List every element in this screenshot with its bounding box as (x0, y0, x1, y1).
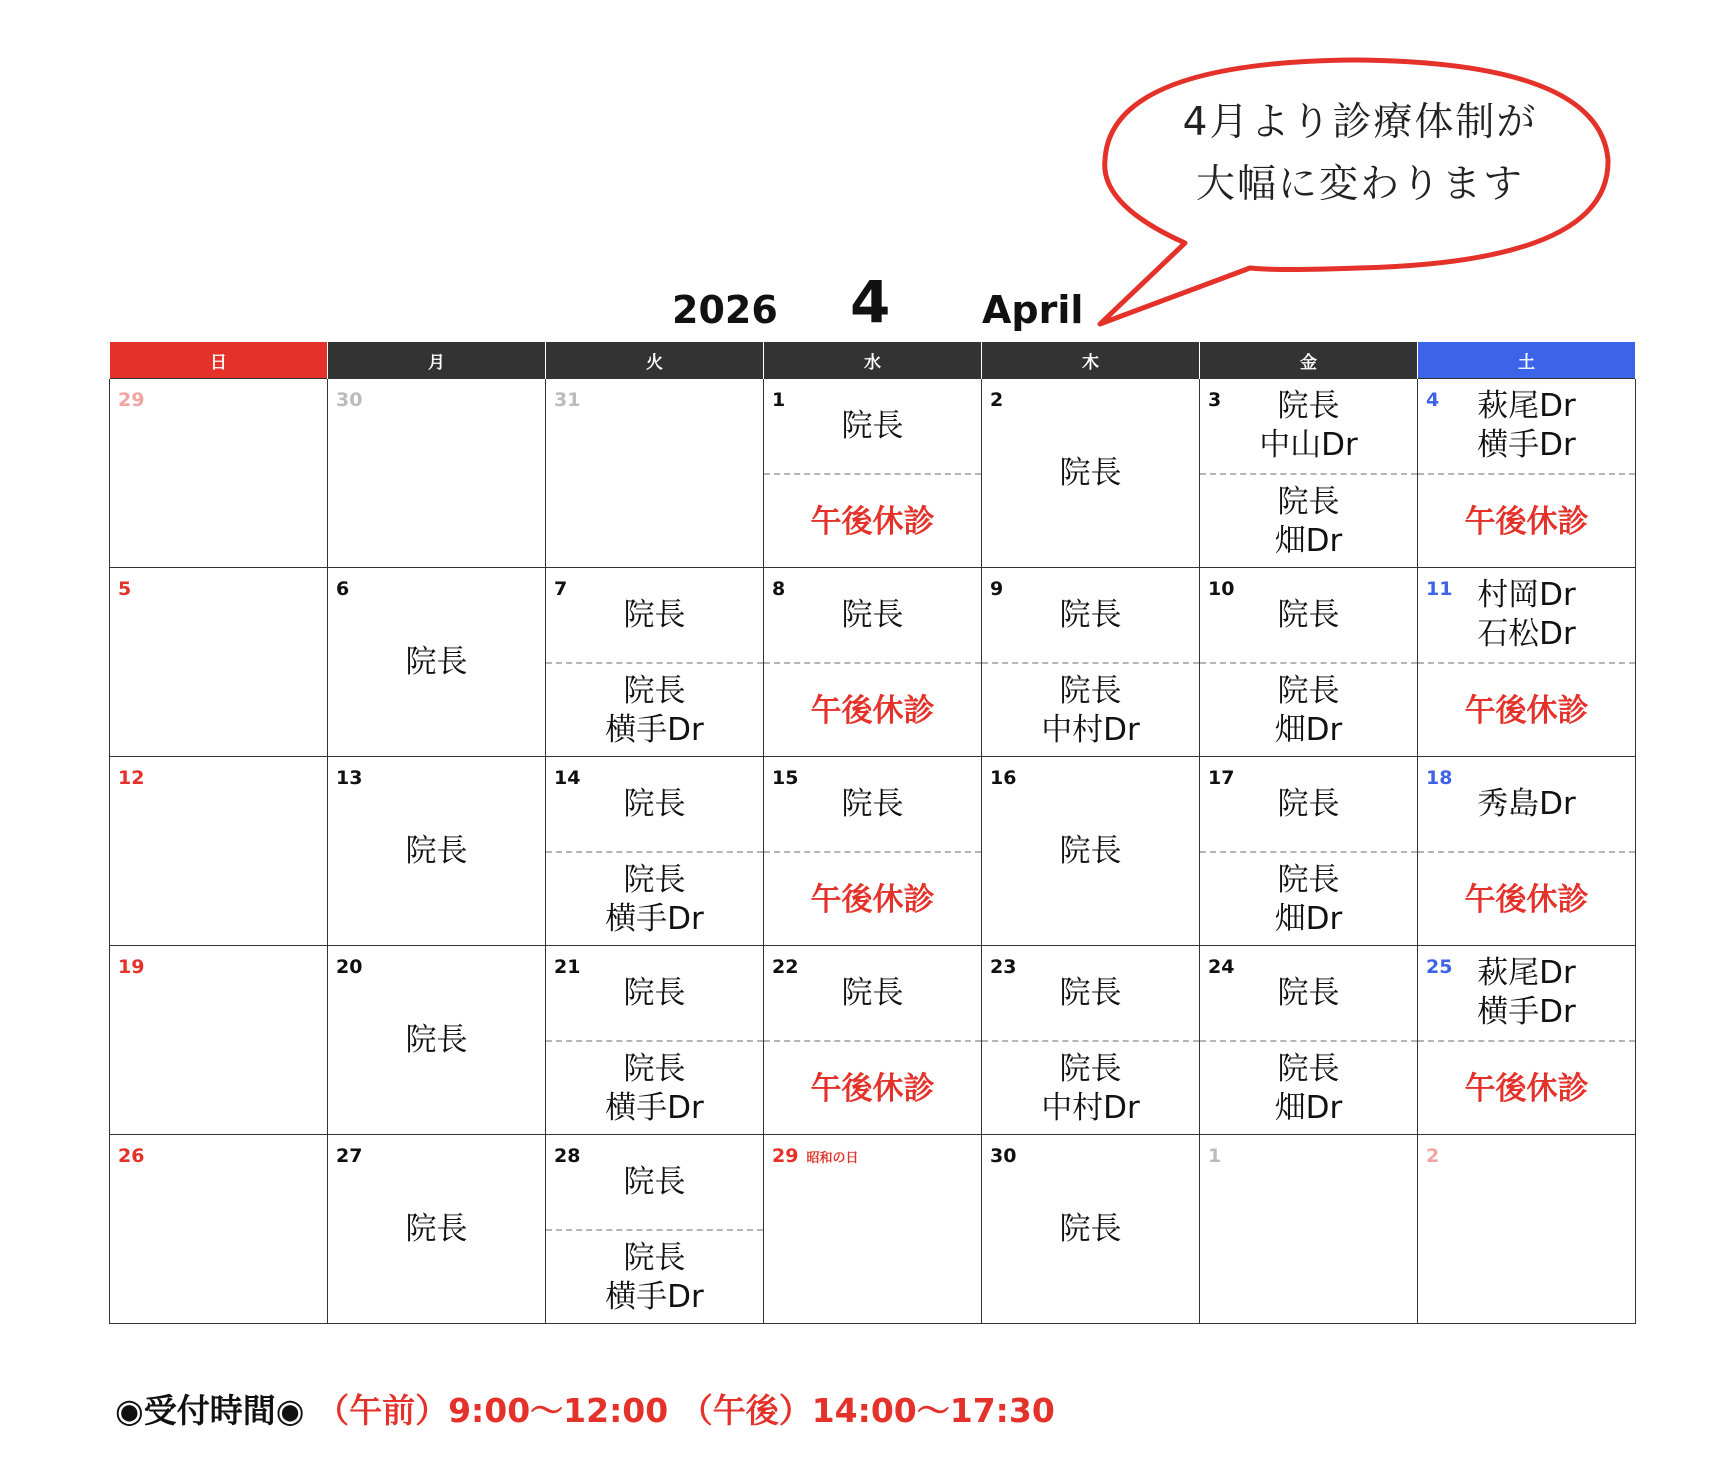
day-number-text: 18 (1426, 767, 1453, 789)
day-number (118, 767, 144, 789)
day-number (118, 1145, 144, 1167)
doctor-name: 院長 (1277, 388, 1340, 424)
doctor-name: 院長 (1059, 673, 1122, 709)
calendar-month-english: April (982, 288, 1084, 332)
doctor-name: 畑Dr (1274, 523, 1343, 559)
day-number-text: 2 (1426, 1145, 1440, 1167)
afternoon-closed-label: 午後休診 (810, 503, 935, 540)
afternoon-schedule (1418, 473, 1635, 569)
day-number-text: 15 (772, 767, 799, 789)
full-day-schedule (982, 757, 1199, 945)
day-cell (546, 379, 764, 568)
doctor-name: 中山Dr (1259, 427, 1358, 463)
doctor-name: 院長 (1277, 596, 1340, 633)
day-number-text: 19 (118, 956, 145, 978)
morning-schedule (546, 757, 763, 851)
doctor-name: 院長 (1059, 974, 1122, 1011)
doctor-name: 横手Dr (605, 1090, 704, 1126)
day-cell (764, 757, 982, 946)
day-number-text: 14 (554, 767, 581, 789)
day-number (118, 956, 144, 978)
day-cell (1418, 379, 1636, 568)
day-cell (1200, 568, 1418, 757)
weekday-header-tue: 火 (546, 342, 764, 379)
doctor-name: 畑Dr (1274, 901, 1343, 937)
doctor-name: 横手Dr (605, 712, 704, 748)
day-number-text: 21 (554, 956, 581, 978)
day-number (1208, 1145, 1221, 1167)
full-day-schedule (328, 568, 545, 756)
day-number-text: 4 (1426, 389, 1440, 411)
day-number-text: 1 (1208, 1145, 1222, 1167)
afternoon-schedule (764, 851, 981, 947)
doctor-name: 横手Dr (1477, 994, 1576, 1030)
afternoon-closed-label: 午後休診 (810, 692, 935, 729)
doctor-name: 院長 (623, 1163, 686, 1200)
day-number-text: 13 (336, 767, 363, 789)
doctor-name: 院長 (623, 1240, 686, 1276)
doctor-name: 院長 (1059, 832, 1122, 869)
afternoon-closed-label: 午後休診 (1464, 881, 1589, 918)
day-number-text: 28 (554, 1145, 581, 1167)
doctor-name: 畑Dr (1274, 1090, 1343, 1126)
doctor-name: 院長 (1059, 596, 1122, 633)
day-number (1426, 1145, 1439, 1167)
morning-schedule (1418, 379, 1635, 473)
day-number-text: 5 (118, 578, 132, 600)
holiday-label: 昭和の日 (806, 1151, 859, 1166)
doctor-name: 院長 (1277, 785, 1340, 822)
full-day-schedule (982, 1135, 1199, 1323)
weekday-header-sat: 土 (1418, 342, 1636, 379)
doctor-name: 院長 (1059, 1210, 1122, 1247)
morning-schedule (1200, 379, 1417, 473)
full-day-schedule (328, 757, 545, 945)
day-number-text: 1 (772, 389, 786, 411)
day-number (554, 389, 580, 411)
afternoon-schedule (1418, 662, 1635, 758)
day-cell (110, 946, 328, 1135)
reception-hours (115, 1385, 1055, 1432)
afternoon-schedule (546, 662, 763, 758)
day-number-text: 30 (336, 389, 363, 411)
day-number-text: 9 (990, 578, 1004, 600)
doctor-name: 萩尾Dr (1477, 955, 1576, 991)
day-cell (546, 568, 764, 757)
doctor-name: 中村Dr (1041, 1090, 1140, 1126)
weekday-header-thu: 木 (982, 342, 1200, 379)
doctor-name: 院長 (405, 643, 468, 680)
day-number-text: 10 (1208, 578, 1235, 600)
weekday-header-wed: 水 (764, 342, 982, 379)
day-cell (982, 379, 1200, 568)
doctor-name: 畑Dr (1274, 712, 1343, 748)
day-cell (110, 568, 328, 757)
morning-schedule (1418, 757, 1635, 851)
day-number-text: 25 (1426, 956, 1453, 978)
doctor-name: 院長 (623, 596, 686, 633)
doctor-name: 院長 (1277, 862, 1340, 898)
week-row (110, 1135, 1636, 1324)
afternoon-closed-label: 午後休診 (1464, 1070, 1589, 1107)
day-cell (328, 946, 546, 1135)
day-number-text: 20 (336, 956, 363, 978)
doctor-name: 院長 (1059, 454, 1122, 491)
day-number (118, 578, 131, 600)
weekday-header-mon: 月 (328, 342, 546, 379)
doctor-name: 院長 (841, 974, 904, 1011)
morning-schedule (982, 946, 1199, 1040)
day-cell (1418, 568, 1636, 757)
day-cell (110, 1135, 328, 1324)
week-row (110, 946, 1636, 1135)
day-cell (328, 568, 546, 757)
day-cell (1200, 757, 1418, 946)
day-number-text: 6 (336, 578, 350, 600)
doctor-name: 院長 (623, 862, 686, 898)
doctor-name: 院長 (1277, 1051, 1340, 1087)
afternoon-schedule (764, 662, 981, 758)
doctor-name: 萩尾Dr (1477, 388, 1576, 424)
doctor-name: 村岡Dr (1477, 577, 1576, 613)
morning-schedule (764, 946, 981, 1040)
doctor-name: 院長 (1277, 673, 1340, 709)
afternoon-schedule (764, 1040, 981, 1136)
morning-schedule (1200, 568, 1417, 662)
day-number (772, 1145, 858, 1167)
afternoon-schedule (1200, 851, 1417, 947)
reception-hours-pm: （午後）14:00〜17:30 (679, 1391, 1055, 1430)
day-number-text: 27 (336, 1145, 363, 1167)
afternoon-closed-label: 午後休診 (810, 881, 935, 918)
day-number-text: 29 (118, 389, 145, 411)
morning-schedule (764, 379, 981, 473)
morning-schedule (546, 1135, 763, 1229)
doctor-name: 横手Dr (1477, 427, 1576, 463)
day-number (118, 389, 144, 411)
day-number-text: 29 (772, 1145, 799, 1167)
doctor-name: 横手Dr (605, 1279, 704, 1315)
day-cell (546, 946, 764, 1135)
afternoon-schedule (982, 662, 1199, 758)
day-cell (1200, 946, 1418, 1135)
day-cell (546, 757, 764, 946)
week-row (110, 379, 1636, 568)
day-number-text: 2 (990, 389, 1004, 411)
morning-schedule (1418, 946, 1635, 1040)
day-cell (982, 946, 1200, 1135)
afternoon-schedule (1200, 662, 1417, 758)
morning-schedule (1200, 757, 1417, 851)
morning-schedule (546, 568, 763, 662)
afternoon-schedule (546, 1229, 763, 1325)
afternoon-schedule (982, 1040, 1199, 1136)
day-number-text: 24 (1208, 956, 1235, 978)
day-cell (328, 757, 546, 946)
day-number-text: 30 (990, 1145, 1017, 1167)
callout-line-2: 大幅に変わります (1195, 162, 1524, 207)
morning-schedule (1418, 568, 1635, 662)
doctor-name: 横手Dr (605, 901, 704, 937)
afternoon-schedule (1418, 851, 1635, 947)
day-cell (982, 568, 1200, 757)
doctor-name: 院長 (841, 407, 904, 444)
day-cell (328, 1135, 546, 1324)
afternoon-closed-label: 午後休診 (1464, 503, 1589, 540)
weekday-header-sun: 日 (110, 342, 328, 379)
day-cell (764, 379, 982, 568)
afternoon-schedule (1200, 1040, 1417, 1136)
calendar-year: 2026 (672, 288, 778, 332)
afternoon-schedule (1200, 473, 1417, 569)
morning-schedule (764, 568, 981, 662)
afternoon-schedule (764, 473, 981, 569)
afternoon-schedule (546, 1040, 763, 1136)
day-cell (1418, 1135, 1636, 1324)
calendar-month: 4 (850, 268, 891, 336)
day-cell (1418, 757, 1636, 946)
doctor-name: 院長 (1059, 1051, 1122, 1087)
full-day-schedule (328, 946, 545, 1134)
day-number-text: 23 (990, 956, 1017, 978)
day-number-text: 16 (990, 767, 1017, 789)
full-day-schedule (982, 379, 1199, 567)
day-number-text: 11 (1426, 578, 1453, 600)
day-number (336, 389, 362, 411)
day-cell (1200, 379, 1418, 568)
callout-text (1110, 92, 1610, 216)
day-cell (764, 946, 982, 1135)
day-number-text: 22 (772, 956, 799, 978)
day-cell (982, 757, 1200, 946)
afternoon-schedule (546, 851, 763, 947)
day-cell (546, 1135, 764, 1324)
day-number-text: 17 (1208, 767, 1235, 789)
doctor-name: 院長 (623, 785, 686, 822)
day-number-text: 12 (118, 767, 145, 789)
day-cell (764, 1135, 982, 1324)
day-number-text: 8 (772, 578, 786, 600)
doctor-name: 石松Dr (1477, 616, 1576, 652)
weekday-header-fri: 金 (1200, 342, 1418, 379)
afternoon-closed-label: 午後休診 (1464, 692, 1589, 729)
doctor-name: 院長 (623, 673, 686, 709)
doctor-name: 秀島Dr (1477, 785, 1576, 822)
doctor-name: 院長 (623, 974, 686, 1011)
day-cell (110, 379, 328, 568)
doctor-name: 院長 (1277, 484, 1340, 520)
day-number-text: 7 (554, 578, 568, 600)
day-cell (764, 568, 982, 757)
day-number-text: 31 (554, 389, 581, 411)
afternoon-closed-label: 午後休診 (810, 1070, 935, 1107)
doctor-name: 院長 (841, 596, 904, 633)
callout-line-1: 4月より診療体制が (1182, 100, 1538, 145)
morning-schedule (546, 946, 763, 1040)
reception-hours-am: （午前）9:00〜12:00 (316, 1391, 669, 1430)
doctor-name: 中村Dr (1041, 712, 1140, 748)
doctor-name: 院長 (623, 1051, 686, 1087)
day-number-text: 26 (118, 1145, 145, 1167)
morning-schedule (1200, 946, 1417, 1040)
doctor-name: 院長 (1277, 974, 1340, 1011)
doctor-name: 院長 (841, 785, 904, 822)
day-cell (328, 379, 546, 568)
week-row (110, 568, 1636, 757)
reception-hours-label: ◉受付時間◉ (115, 1391, 305, 1430)
day-cell (1200, 1135, 1418, 1324)
day-number-text: 3 (1208, 389, 1222, 411)
doctor-name: 院長 (405, 1210, 468, 1247)
day-cell (982, 1135, 1200, 1324)
calendar-body (110, 379, 1636, 1324)
afternoon-schedule (1418, 1040, 1635, 1136)
doctor-name: 院長 (405, 1021, 468, 1058)
morning-schedule (764, 757, 981, 851)
doctor-name: 院長 (405, 832, 468, 869)
day-cell (1418, 946, 1636, 1135)
weekday-header-row (110, 342, 1636, 379)
morning-schedule (982, 568, 1199, 662)
day-cell (110, 757, 328, 946)
week-row (110, 757, 1636, 946)
calendar-grid (109, 342, 1636, 1324)
full-day-schedule (328, 1135, 545, 1323)
